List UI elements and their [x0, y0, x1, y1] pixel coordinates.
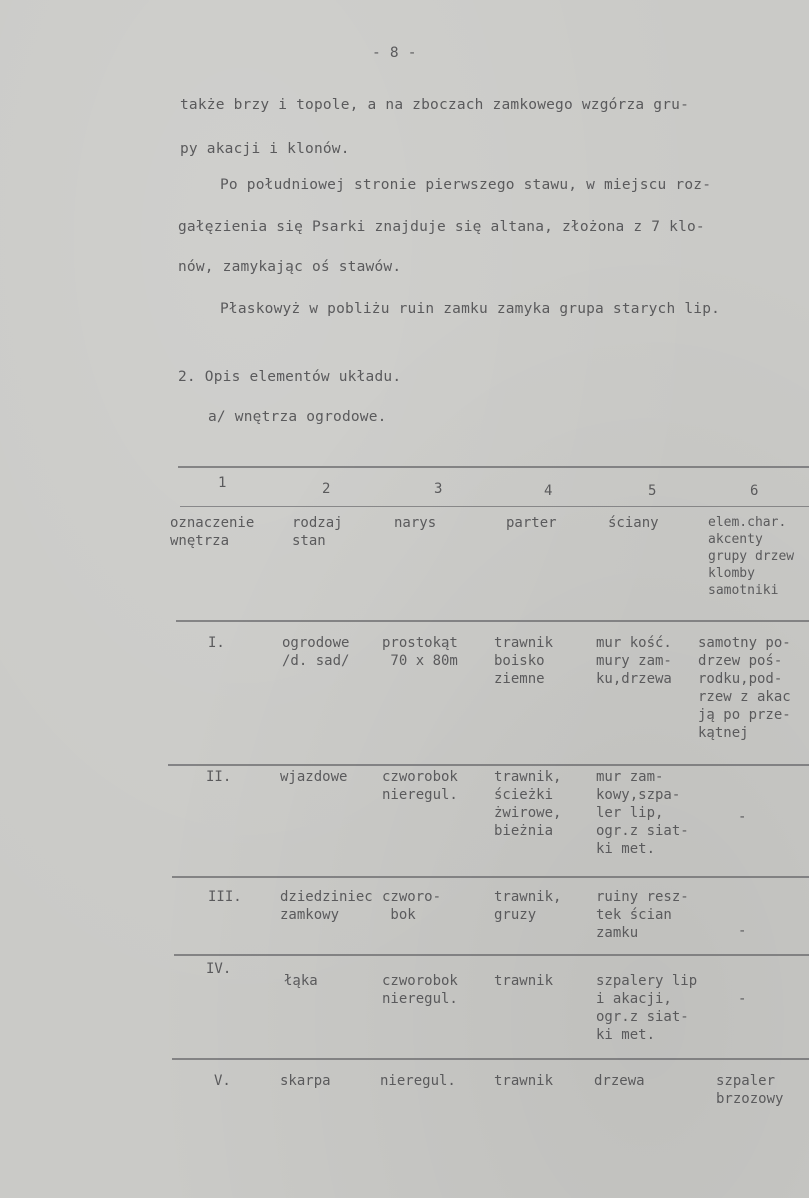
- row-designation: I.: [208, 635, 225, 651]
- column-number: 2: [322, 481, 331, 497]
- table-header: parter: [506, 515, 557, 531]
- row-type: łąka: [284, 973, 318, 989]
- column-number: 5: [648, 483, 657, 499]
- row-rule: [168, 764, 809, 766]
- subsection-heading: a/ wnętrza ogrodowe.: [208, 409, 387, 425]
- row-outline: nieregul.: [380, 1073, 456, 1089]
- row-outline: prostokąt 70 x 80m: [382, 635, 458, 669]
- row-parterre: trawnik boisko ziemne: [494, 635, 554, 687]
- row-parterre: trawnik: [494, 1073, 554, 1089]
- row-rule: [172, 876, 809, 878]
- row-designation: V.: [214, 1073, 231, 1089]
- row-accents: samotny po- drzew poś- rodku,pod- rzew z akac ją po prze- kątnej: [698, 635, 791, 741]
- column-number: 4: [544, 483, 553, 499]
- paragraph-line: Płaskowyż w pobliżu ruin zamku zamyka grupa starych lip.: [220, 301, 721, 317]
- row-accents: -: [738, 991, 747, 1007]
- paragraph-line: Po południowej stronie pierwszego stawu, w miejscu roz-: [220, 177, 712, 193]
- row-accents: szpaler brzozowy: [716, 1073, 784, 1107]
- row-designation: II.: [206, 769, 232, 785]
- table-number-rule: [180, 506, 809, 507]
- column-number: 1: [218, 475, 227, 491]
- row-walls: mur kość. mury zam- ku,drzewa: [596, 635, 672, 687]
- row-type: dziedziniec zamkowy: [280, 889, 373, 923]
- row-walls: szpalery lip i akacji, ogr.z siat- ki met.: [596, 973, 698, 1043]
- row-walls: ruiny resz- tek ścian zamku: [596, 889, 689, 941]
- table-header: elem.char. akcenty grupy drzew klomby samotniki: [708, 515, 795, 598]
- paragraph-line: nów, zamykając oś stawów.: [178, 259, 402, 275]
- table-header: rodzaj stan: [292, 515, 343, 549]
- table-header: oznaczenie wnętrza: [170, 515, 255, 549]
- row-parterre: trawnik, gruzy: [494, 889, 562, 923]
- table-top-rule: [178, 466, 809, 468]
- paragraph-line: gałęzienia się Psarki znajduje się altana, złożona z 7 klo-: [178, 219, 705, 235]
- table-header-rule: [176, 620, 809, 622]
- row-walls: mur zam- kowy,szpa- ler lip, ogr.z siat- ki met.: [596, 769, 689, 857]
- row-outline: czworobok nieregul.: [382, 769, 458, 803]
- table-header: ściany: [608, 515, 659, 531]
- row-parterre: trawnik: [494, 973, 554, 989]
- column-number: 3: [434, 481, 443, 497]
- section-heading: 2. Opis elementów układu.: [178, 369, 402, 385]
- row-type: wjazdowe: [280, 769, 348, 785]
- column-number: 6: [750, 483, 759, 499]
- page-number: - 8 -: [372, 45, 417, 61]
- row-rule: [172, 1058, 809, 1060]
- row-designation: III.: [208, 889, 242, 905]
- row-type: skarpa: [280, 1073, 331, 1089]
- row-outline: czworobok nieregul.: [382, 973, 458, 1007]
- row-rule: [174, 954, 809, 956]
- row-outline: czworo- bok: [382, 889, 442, 923]
- paragraph-line: py akacji i klonów.: [180, 141, 350, 157]
- paragraph-line: także brzy i topole, a na zboczach zamkowego wzgórza gru-: [180, 97, 689, 113]
- row-designation: IV.: [206, 961, 232, 977]
- row-walls: drzewa: [594, 1073, 645, 1089]
- row-accents: -: [738, 809, 747, 825]
- row-parterre: trawnik, ścieżki żwirowe, bieżnia: [494, 769, 562, 839]
- row-accents: -: [738, 923, 747, 939]
- table-header: narys: [394, 515, 437, 531]
- row-type: ogrodowe /d. sad/: [282, 635, 350, 669]
